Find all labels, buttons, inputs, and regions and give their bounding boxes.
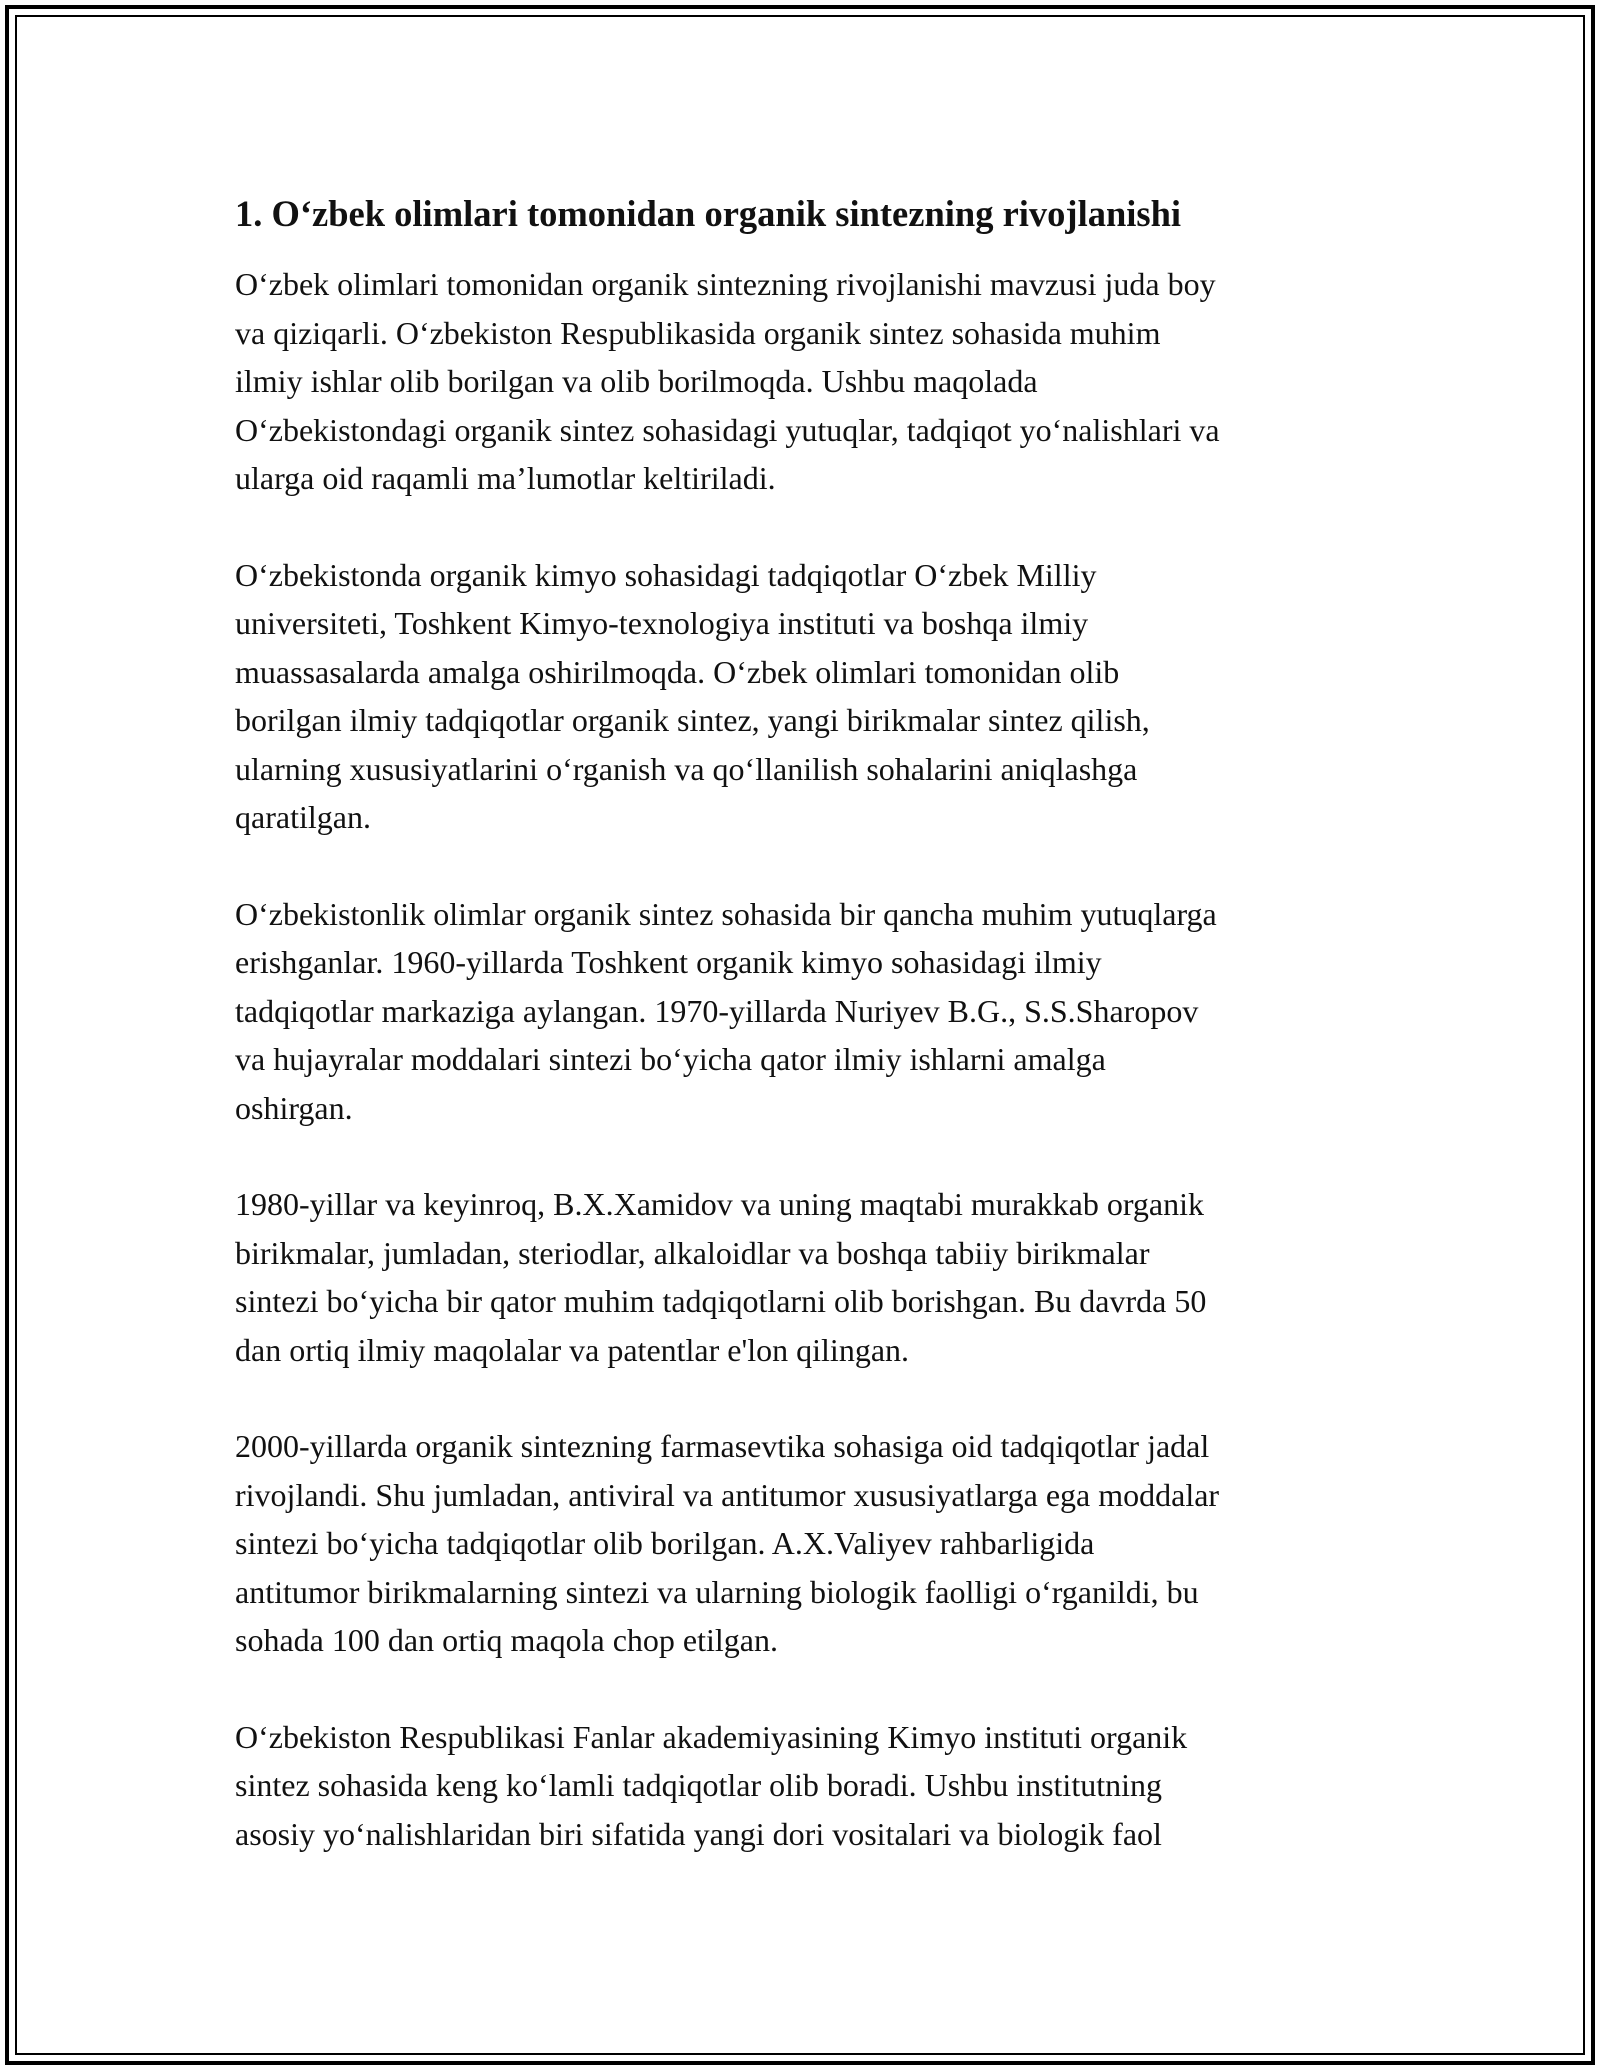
text-line: dan ortiq ilmiy maqolalar va patentlar e'lon qilingan. [235, 1331, 910, 1368]
text-line: sintezi bo‘yicha tadqiqotlar olib borilgan. A.X.Valiyev rahbarligida [235, 1525, 1095, 1561]
text-line: birikmalar, jumladan, steriodlar, alkaloidlar va boshqa tabiiy birikmalar [235, 1234, 1150, 1271]
paragraph-4 [235, 1180, 1375, 1374]
text-line: O‘zbekistondagi organik sintez sohasidagi yutuqlar, tadqiqot yo‘nalishlari va [235, 411, 1220, 448]
text-line: O‘zbekistonda organik kimyo sohasidagi tadqiqotlar O‘zbek Milliy [235, 556, 1097, 593]
text-line: O‘zbekiston Respublikasi Fanlar akademiyasining Kimyo instituti organik [235, 1718, 1188, 1755]
text-line: universiteti, Toshkent Kimyo-texnologiya instituti va boshqa ilmiy [235, 605, 1089, 641]
text-line: 1980-yillar va keyinroq, B.X.Xamidov va uning maqtabi murakkab organik [235, 1186, 1204, 1222]
text-line: ularning xususiyatlarini o‘rganish va qo‘llanilish sohalarini aniqlashga [235, 750, 1138, 787]
text-line: sintezi bo‘yicha bir qator muhim tadqiqotlarni olib borishgan. Bu davrda 50 [235, 1283, 1207, 1319]
paragraph-2 [235, 551, 1375, 842]
text-line: sintez sohasida keng ko‘lamli tadqiqotlar olib boradi. Ushbu institutning [235, 1767, 1162, 1803]
text-line: 2000-yillarda organik sintezning farmasevtika sohasiga oid tadqiqotlar jadal [235, 1428, 1210, 1464]
paragraph-5 [235, 1422, 1375, 1665]
text-line: va qiziqarli. O‘zbekiston Respublikasida organik sintez sohasida muhim [235, 314, 1161, 351]
text-line: antitumor birikmalarning sintezi va ularning biologik faolligi o‘rganildi, bu [235, 1573, 1199, 1610]
text-line: oshirgan. [235, 1089, 353, 1126]
text-line: qaratilgan. [235, 799, 371, 835]
text-line: O‘zbek olimlari tomonidan organik sintezning rivojlanishi mavzusi juda boy [235, 266, 1216, 302]
text-line: muassasalarda amalga oshirilmoqda. O‘zbek olimlari tomonidan olib [235, 653, 1120, 690]
paragraph-6 [235, 1713, 1375, 1859]
text-line: va hujayralar moddalari sintezi bo‘yicha qator ilmiy ishlarni amalga [235, 1041, 1106, 1077]
paragraph-3 [235, 890, 1375, 1133]
text-line: ularga oid raqamli ma’lumotlar keltiriladi. [235, 460, 776, 496]
text-line: erishganlar. 1960-yillarda Toshkent organik kimyo sohasidagi ilmiy [235, 944, 1102, 980]
document-body [235, 190, 1375, 1906]
text-line: asosiy yo‘nalishlaridan biri sifatida yangi dori vositalari va biologik faol [235, 1815, 1162, 1852]
text-line: ilmiy ishlar olib borilgan va olib borilmoqda. Ushbu maqolada [235, 363, 1038, 399]
text-line: sohada 100 dan ortiq maqola chop etilgan. [235, 1622, 778, 1658]
text-line: borilgan ilmiy tadqiqotlar organik sintez, yangi birikmalar sintez qilish, [235, 702, 1150, 738]
text-line: O‘zbekistonlik olimlar organik sintez sohasida bir qancha muhim yutuqlarga [235, 895, 1217, 932]
paragraph-1 [235, 260, 1375, 503]
section-title: 1. O‘zbek olimlari tomonidan organik sintezning rivojlanishi [235, 193, 1182, 234]
text-line: rivojlandi. Shu jumladan, antiviral va antitumor xususiyatlarga ega moddalar [235, 1476, 1220, 1513]
text-line: tadqiqotlar markaziga aylangan. 1970-yillarda Nuriyev B.G., S.S.Sharopov [235, 992, 1199, 1029]
